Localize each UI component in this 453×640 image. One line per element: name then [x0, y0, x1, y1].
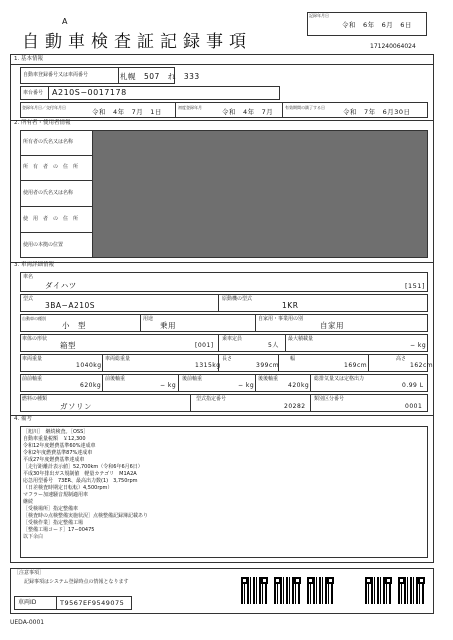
gross-weight-label: 車両総重量 [105, 356, 131, 362]
vehicle-use: 乗用 [160, 321, 176, 330]
class-number-label: 類別区分番号 [314, 396, 345, 402]
form-mark: A [62, 17, 68, 26]
issued-date: 令和 6年 6月 6日 [342, 21, 412, 29]
remark-line: 令和2年度燃費基準87%達成車 [23, 450, 93, 456]
max-load: − kg [410, 342, 427, 349]
length-label: 長さ [222, 356, 233, 362]
fuel-label: 燃料の種類 [22, 396, 48, 402]
chassis-label: 車台番号 [23, 90, 44, 96]
redacted-owner-info [93, 131, 427, 257]
issued-date-label: 記録年月日 [309, 13, 329, 18]
qr-code-3 [307, 577, 334, 604]
displacement: 0.99 L [402, 382, 424, 389]
remark-line: 令和12年度燃費基準60%達成車 [23, 443, 96, 449]
vehicle-weight: 1040kg [76, 362, 102, 369]
remark-line: 平成27年度燃費基準達成車 [23, 457, 85, 463]
private-business: 自家用 [320, 321, 344, 330]
remark-line: 継続 [23, 499, 34, 505]
remark-line: マフラー加速騒音規制適用車 [23, 492, 89, 498]
body-shape-code: [001] [195, 342, 214, 349]
qr-code-1 [241, 577, 268, 604]
section-2-heading: 2. 所有者・使用者情報 [14, 120, 71, 126]
vehicle-id: T9567EF9549075 [60, 599, 125, 607]
base-location-label: 使用の本拠の位置 [23, 242, 64, 248]
reg-number: 札幌 507 れ 333 [120, 72, 200, 81]
user-address-label: 使 用 者 の 住 所 [23, 216, 79, 222]
model: 3BA−A210S [45, 301, 96, 310]
first-reg-label: 登録年月日／交付年月日 [22, 105, 66, 110]
section-3-heading: 3. 車両詳細情報 [14, 262, 54, 268]
chassis-number: A210S−0017178 [52, 88, 127, 97]
vehicle-id-label: 車両ID [18, 599, 37, 606]
maker-code: [151] [405, 282, 425, 290]
vehicle-kind: 小 型 [62, 321, 86, 330]
remark-line: 以下余白 [23, 534, 44, 540]
expiry-date: 令和 7年 6月30日 [343, 108, 411, 116]
fuel-type: ガソリン [60, 402, 92, 411]
weight-label: 車両重量 [22, 356, 43, 362]
width-label: 幅 [290, 356, 296, 362]
use-label: 用途 [143, 316, 154, 322]
remark-line: ［旭川］ 継続検査。［OSS］ [23, 429, 89, 435]
remark-line: 応急用型番号 73ER、最高出力数(1) 3,750rpm [23, 478, 138, 484]
document-number: 171240064024 [370, 43, 416, 50]
remark-line: ［走行距離計表示値］52,700km（令和6年6月6日） [23, 464, 143, 470]
type-number-label: 型式指定番号 [196, 396, 227, 402]
section-1-heading: 1. 基本情報 [14, 56, 43, 62]
remark-line: ［受検場所］指定整備車 [23, 506, 79, 512]
document-title: 自動車検査証記録事項 [22, 32, 252, 52]
class-number: 0001 [405, 403, 423, 410]
remark-line: （日差検査時期定日転転）4,500rpm） [23, 485, 113, 491]
height-label: 高さ [396, 356, 407, 362]
ff-axle: 620kg [80, 382, 102, 389]
private-label: 自家用・事業用の別 [258, 316, 304, 322]
body-shape: 箱型 [60, 341, 76, 350]
fr-axle: − kg [160, 382, 177, 389]
height: 162cm [410, 362, 434, 369]
displacement-label: 総排気量又は定格出力 [314, 376, 365, 382]
form-code: UEDA-0001 [10, 619, 45, 626]
owner-name-label: 所有者の氏名又は名称 [23, 139, 74, 145]
engine-model: 1KR [282, 301, 299, 310]
section-4-heading: 4. 備考 [14, 416, 32, 422]
maker: ダイハツ [45, 281, 77, 290]
rr-axle: 420kg [288, 382, 310, 389]
notice-label: ［注意事項］ [14, 570, 45, 576]
ff-axle-label: 前前軸重 [22, 376, 43, 382]
remark-line: ［受検作業］指定整備工場 [23, 520, 84, 526]
engine-label: 原動機の型式 [222, 296, 253, 302]
rr-axle-label: 後後軸重 [258, 376, 279, 382]
gross-weight: 1315kg [195, 362, 221, 369]
reg-number-label: 自動車登録番号又は車両番号 [23, 72, 89, 78]
rf-axle: − kg [238, 382, 255, 389]
qr-code-5 [398, 577, 425, 604]
user-name-label: 使用者の氏名又は名称 [23, 190, 74, 196]
kind-label: 自動車の種別 [22, 316, 46, 321]
qr-code-2 [274, 577, 301, 604]
qr-code-4 [365, 577, 392, 604]
remark-line: ［検査時の点検整備実施状況］点検整備記録簿記載あり [23, 513, 149, 519]
capacity-label: 乗車定員 [222, 336, 243, 342]
max-load-label: 最大積載量 [288, 336, 314, 342]
remark-line: 自動車重量税額 ￥12,300 [23, 436, 86, 442]
first-reg-month: 令和 4年 7月 [222, 108, 274, 116]
maker-label: 車名 [23, 274, 34, 280]
fr-axle-label: 前後軸重 [105, 376, 126, 382]
first-reg-date: 令和 4年 7月 1日 [92, 108, 162, 116]
remark-line: ［整備工場コード］17−00475 [23, 527, 95, 533]
width: 169cm [344, 362, 368, 369]
shape-label: 車体の形状 [22, 336, 48, 342]
type-number: 20282 [284, 403, 306, 410]
owner-address-label: 所 有 者 の 住 所 [23, 164, 79, 170]
model-label: 型式 [23, 296, 34, 302]
remark-line: 平成30年排出ガス規制値 軽量カテゴリ M1A2A [23, 471, 137, 477]
notice-text: 記録事項はシステム登録時点の情報となります [24, 579, 129, 585]
maker-row [20, 272, 428, 292]
length: 399cm [256, 362, 280, 369]
rf-axle-label: 後前軸重 [182, 376, 203, 382]
expiry-label: 有効期間の満了する日 [285, 105, 325, 110]
first-reg-month-label: 初度登録年月 [178, 105, 202, 110]
capacity: 5人 [268, 342, 279, 349]
